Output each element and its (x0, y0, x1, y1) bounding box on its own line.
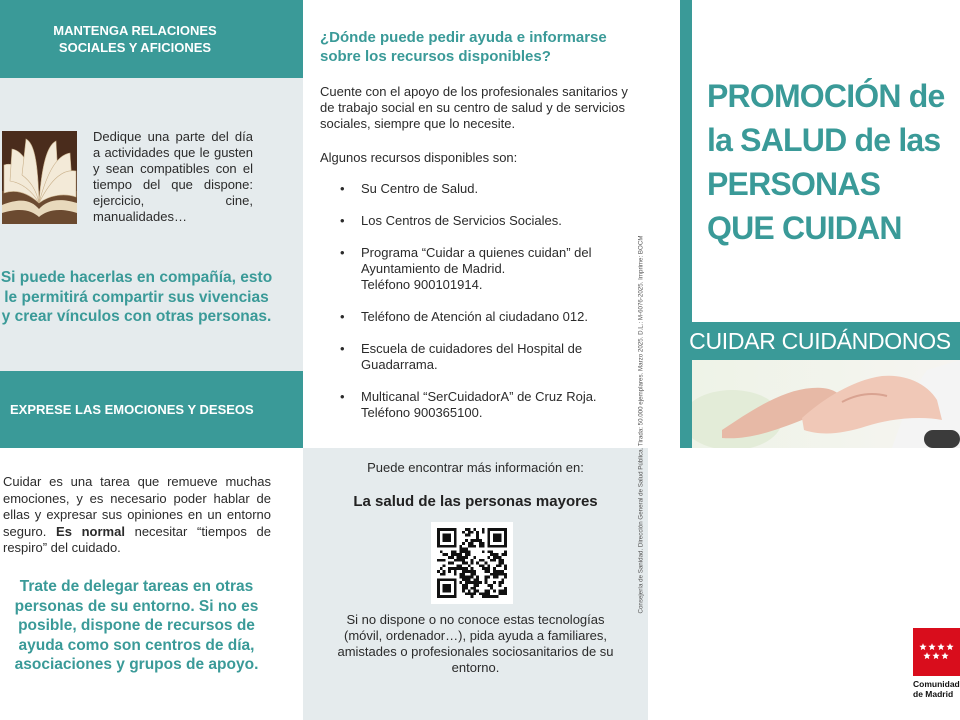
section-heading-emociones: EXPRESE LAS EMOCIONES Y DESEOS (10, 402, 254, 417)
logo-star (928, 643, 935, 650)
logo-star (923, 652, 930, 659)
middle-panel (303, 0, 648, 720)
resources-label: Algunos recursos disponibles son: (320, 150, 518, 165)
left-panel (0, 0, 303, 720)
cover-title-strong: PROMOCIÓN (707, 78, 901, 114)
comunidad-madrid-logo (913, 628, 960, 720)
resource-item-line: • Programa “Cuidar a quienes cuidan” del Ayuntamiento de Madrid. (361, 245, 592, 276)
cover-title-rest: de (900, 78, 945, 114)
resource-item (320, 309, 620, 325)
resource-item-line: • Escuela de cuidadores del Hospital de Guadarrama. (361, 341, 583, 372)
cover-accent-bar-lower (680, 360, 692, 448)
cover-title (707, 74, 957, 250)
section-header-relaciones (0, 0, 303, 78)
guide-title: La salud de las personas mayores (353, 493, 598, 510)
logo-text (913, 680, 960, 699)
emociones-text-a: Cuidar es una tarea que remueve muchas emociones, y es necesario poder hablar de ellas y expresar sus opiniones en un entorno seguro. (3, 474, 271, 539)
resource-item-line: • Teléfono de Atención al ciudadano 012. (361, 309, 588, 324)
resource-item-line: • Los Centros de Servicios Sociales. (361, 213, 562, 228)
emociones-text (3, 474, 271, 557)
relaciones-text: Dedique una parte del día a actividades que le gusten y sean compatibles con el tiempo del que dispone: ejercicio, cine, manualidades… (93, 129, 253, 224)
print-credit (635, 235, 647, 615)
logo-star (932, 652, 939, 659)
resource-item (320, 341, 620, 373)
resources-intro: Cuente con el apoyo de los profesionales sanitarios y de trabajo social en su centro de salud y de servicios sociales, siempre que lo necesite. (320, 84, 628, 131)
holding-hands-photo (692, 360, 960, 448)
resource-item-line: Teléfono 900101914. (361, 277, 483, 292)
cover-title-line (707, 206, 957, 250)
relaciones-highlight: Si puede hacerlas en compañía, esto le permitirá compartir sus vivencias y crear vínculos con otras personas. (0, 269, 273, 325)
emociones-text-b: necesitar “tiempos de respiro” del cuidado. (3, 523, 271, 555)
emociones-highlight: Trate de delegar tareas en otras personas de su entorno. Si no es posible, dispone de recursos de ayuda como son centros de día, asociaciones y grupos de apoyo. (14, 578, 259, 673)
cover-title-line (707, 118, 957, 162)
logo-star (941, 652, 948, 659)
cover-title-strong: PERSONAS (707, 166, 881, 202)
resource-item-line: • Multicanal “SerCuidadorA” de Cruz Roja. (361, 389, 597, 404)
resource-item-line: • Su Centro de Salud. (361, 181, 479, 196)
help-text: Si no dispone o no conoce estas tecnologías (móvil, ordenador…), pida ayuda a familiares, amistades o profesionales sociosanitarios de su entorno. (337, 612, 614, 675)
book-photo (2, 131, 77, 224)
more-info-label: Puede encontrar más información en: (367, 460, 584, 475)
logo-star (946, 643, 953, 650)
resource-item (320, 245, 620, 293)
qr-code[interactable] (431, 522, 513, 604)
logo-star (937, 643, 944, 650)
cover-subtitle: CUIDAR CUIDÁNDONOS (689, 328, 951, 354)
logo-star (919, 643, 926, 650)
emociones-text-bold: Es normal (56, 523, 125, 539)
section-header-emociones (0, 371, 303, 448)
cover-subtitle-band (680, 322, 960, 360)
cover-title-rest: de las (846, 122, 941, 158)
cover-accent-bar (680, 0, 692, 322)
resource-item (320, 213, 620, 229)
logo-text-line2: de Madrid (913, 688, 954, 699)
resources-title: ¿Dónde puede pedir ayuda e informarse sobre los recursos disponibles? (320, 29, 607, 65)
resources-list (320, 181, 620, 421)
resource-item-line: Teléfono 900365100. (361, 405, 483, 420)
section-heading-relaciones: MANTENGA RELACIONES SOCIALES Y AFICIONES (53, 23, 217, 55)
logo-text-line1: Comunidad (913, 679, 960, 689)
resource-item (320, 389, 620, 421)
resource-item (320, 181, 620, 197)
print-credit-text: Consejería de Sanidad. Dirección General de Salud Pública. Tirada: 50.000 ejemplares. Marzo 2025. D.L.: M-6076-2025. Imprime: BOCM (637, 235, 645, 614)
cover-title-strong: QUE CUIDAN (707, 210, 902, 246)
cover-title-line (707, 162, 957, 206)
logo-red-box (913, 628, 960, 676)
cover-title-line (707, 74, 957, 118)
cover-panel (648, 0, 960, 720)
cover-title-strong: la SALUD (707, 122, 847, 158)
